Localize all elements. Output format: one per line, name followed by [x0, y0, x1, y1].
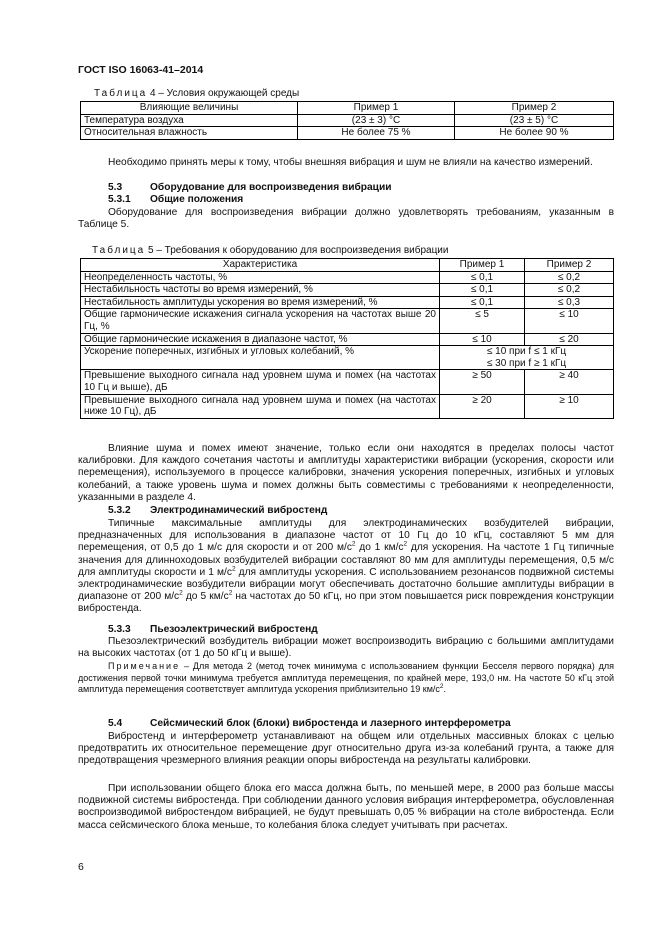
table4-caption: [94, 88, 299, 99]
table-row: [81, 370, 614, 394]
table-header-row: [81, 102, 614, 115]
text-run: для амплитуды ускорения. С использованием резонансов подвижной системы электродинамические возбудители вибрации могут обеспечивать достаточно большие амплитуды вибрации в диапазоне от 200 м/с: [78, 566, 614, 603]
section-5-3-1-title: Общие положения: [150, 194, 244, 205]
table5-caption-text: 5 – Требования к оборудованию для воспроизведения вибрации: [148, 245, 449, 256]
table4-cell: Не более 90 %: [455, 127, 614, 140]
table5-cell: Общие гармонические искажения в диапазоне частот, %: [81, 333, 440, 346]
table5-cell: ≤ 0,3: [525, 296, 614, 309]
superscript: 2: [231, 565, 236, 573]
table4-cell: Температура воздуха: [81, 114, 298, 127]
table-row: [81, 271, 614, 284]
document-header: ГОСТ ISO 16063-41–2014: [78, 64, 204, 76]
table4-cell: (23 ± 5) °C: [455, 114, 614, 127]
table-row: [81, 296, 614, 309]
transverse-limit-2: ≤ 30 при f ≥ 1 кГц: [486, 357, 567, 369]
table5-cell: ≤ 0,1: [440, 284, 525, 297]
table4-header-2: Пример 2: [455, 102, 614, 115]
table5-cell: ≥ 40: [525, 370, 614, 394]
table5-header-2: Пример 2: [525, 259, 614, 272]
superscript: 2: [179, 589, 183, 597]
table-row: [81, 346, 614, 370]
text-run: на частотах до 50 кГц, но при этом повышается риск повреждения конструкции вибростенда.: [78, 591, 615, 615]
section-5-3-2-title: Электродинамический вибростенд: [150, 505, 328, 516]
section-5-3-3-number: 5.3.3: [108, 624, 131, 635]
table4-caption-word: Таблица: [94, 88, 148, 99]
section-5-4-number: 5.4: [108, 718, 123, 729]
table5-cell: Нестабильность амплитуды ускорения во время измерений, %: [81, 296, 440, 309]
table5-cell: Превышение выходного сигнала над уровнем шума и помех (на частотах 10 Гц и выше), дБ: [81, 370, 440, 394]
section-5-4-title: Сейсмический блок (блоки) вибростенда и лазерного интерферометра: [150, 718, 511, 729]
section-5-3-title: Оборудование для воспроизведения вибрации: [150, 182, 392, 193]
table5: [80, 258, 614, 419]
table-row: [81, 114, 614, 127]
transverse-limit-1: ≤ 10 при f ≤ 1 кГц: [486, 346, 567, 358]
section-5-3-2-number: 5.3.2: [108, 505, 131, 516]
paragraph-common-block: При использовании общего блока его масса должна быть, по меньшей мере, в 2000 раз больше массы подвижной системы вибростенда. При соблюдении данного условия вибрация интерферометра, обусловленная воспроизводимой вибростендом вибрацией, не будут превышать 0,05 % вибрации на столе вибростенда. Если масса сейсмического блока меньше, то колебания блока следует учитывать при расчетах.: [78, 783, 614, 831]
table5-cell: ≤ 20: [525, 333, 614, 346]
paragraph-electrodynamic: [78, 518, 614, 616]
table-row: [81, 333, 614, 346]
table5-cell: ≤ 10: [525, 309, 614, 333]
table5-cell: Неопределенность частоты, %: [81, 271, 440, 284]
paragraph-seismic: Вибростенд и интерферометр устанавливают на общем или отдельных массивных блоках с целью предотвратить их относительное перемещение друг относительно друга из-за колебаний грунта, а также для предотвращения чрезмерного влияния реакции опоры вибростенда на результаты калибровки.: [78, 731, 614, 767]
text-run: для ускорения. На частоте 1 Гц типичные значения для длинноходовых возбудителей вибрации составляют 80 мм для амплитуды перемещения, 0,5 м/с для амплитуды скорости и 1 м/с: [78, 542, 615, 578]
paragraph-equipment: Оборудование для воспроизведения вибрации должно удовлетворять требованиям, указанным в Таблице 5.: [78, 207, 614, 231]
section-5-3-1-number: 5.3.1: [108, 194, 131, 205]
table5-cell: ≤ 5: [440, 309, 525, 333]
table5-merged-cell: [440, 346, 614, 370]
table5-cell: ≥ 10: [525, 394, 614, 418]
table5-cell: ≥ 50: [440, 370, 525, 394]
section-5-3-number: 5.3: [108, 182, 123, 193]
table5-cell: ≤ 0,2: [525, 271, 614, 284]
superscript: 2: [439, 683, 444, 690]
text-run: до 5 км/с: [182, 591, 229, 603]
table-header-row: [81, 259, 614, 272]
table4-header-1: Пример 1: [298, 102, 455, 115]
table5-header-1: Пример 1: [440, 259, 525, 272]
table5-cell: Превышение выходного сигнала над уровнем шума и помех (на частотах ниже 10 Гц), дБ: [81, 394, 440, 418]
table5-caption: [92, 245, 448, 256]
table5-cell: ≤ 0,1: [440, 271, 525, 284]
page-number: 6: [78, 861, 84, 873]
note: [78, 661, 614, 696]
note-end: .: [443, 684, 447, 694]
superscript: 2: [228, 589, 233, 597]
table5-cell: Ускорение поперечных, изгибных и угловых колебаний, %: [81, 346, 440, 370]
note-text: – Для метода 2 (метод точек минимума с использованием функции Бесселя первого порядка) для достижения первой точки минимума требуется амплитуда перемещения, по крайней мере, 193,0 нм. На частоте 50 кГц этой амплитуда перемещения соответствует амплитуда ускорения приблизительно 19 км/с: [78, 661, 614, 694]
table5-cell: Нестабильность частоты во время измерений, %: [81, 284, 440, 297]
table5-caption-word: Таблица: [92, 245, 146, 256]
text-run: Типичные максимальные амплитуды для электродинамических возбудителей вибрации, предназначенных для использования в диапазоне частот от 10 Гц до 10 кГц, составляют 5 мм для перемещения, от 0,5 до 1 м/с для скорости и от 200 м/с: [78, 518, 614, 554]
paragraph-noise: Влияние шума и помех имеют значение, только если они находятся в пределах полосы частот калибровки. Для каждого сочетания частоты и амплитуды характеристики вибрации (ускорения, скорости или перемещения), используемого в процессе калибровки, значения ускорения поперечных, изгибных и угловых колебаний, а также уровень шума и помех должны быть совместимы с требованиями к неопределенности, указанными в разделе 4.: [78, 443, 614, 503]
table4-cell: (23 ± 3) °C: [298, 114, 455, 127]
table5-cell: ≤ 10: [440, 333, 525, 346]
table5-header-0: Характеристика: [81, 259, 440, 272]
table-row: [81, 394, 614, 418]
text-run: до 1 км/с: [355, 542, 404, 554]
paragraph-piezoelectric: Пьезоэлектрический возбудитель вибрации может воспроизводить вибрацию с большими амплитудами на высоких частотах (от 1 до 50 кГц и выше).: [78, 636, 614, 660]
table5-cell: Общие гармонические искажения сигнала ускорения на частотах выше 20 Гц, %: [81, 309, 440, 333]
note-label: Примечание: [108, 661, 181, 671]
table-row: [81, 309, 614, 333]
table4-cell: Не более 75 %: [298, 127, 455, 140]
section-5-3-3-title: Пьезоэлектрический вибростенд: [150, 624, 318, 635]
table4: [80, 101, 614, 140]
superscript: 2: [403, 541, 408, 549]
table4-caption-text: 4 – Условия окружающей среды: [150, 88, 300, 99]
table-row: [81, 127, 614, 140]
paragraph-measures: Необходимо принять меры к тому, чтобы внешняя вибрация и шум не влияли на качество измерений.: [108, 157, 593, 168]
table4-header-0: Влияющие величины: [81, 102, 298, 115]
table5-cell: ≤ 0,2: [525, 284, 614, 297]
table4-cell: Относительная влажность: [81, 127, 298, 140]
table5-cell: ≥ 20: [440, 394, 525, 418]
superscript: 2: [351, 541, 356, 549]
table-row: [81, 284, 614, 297]
table5-cell: ≤ 0,1: [440, 296, 525, 309]
